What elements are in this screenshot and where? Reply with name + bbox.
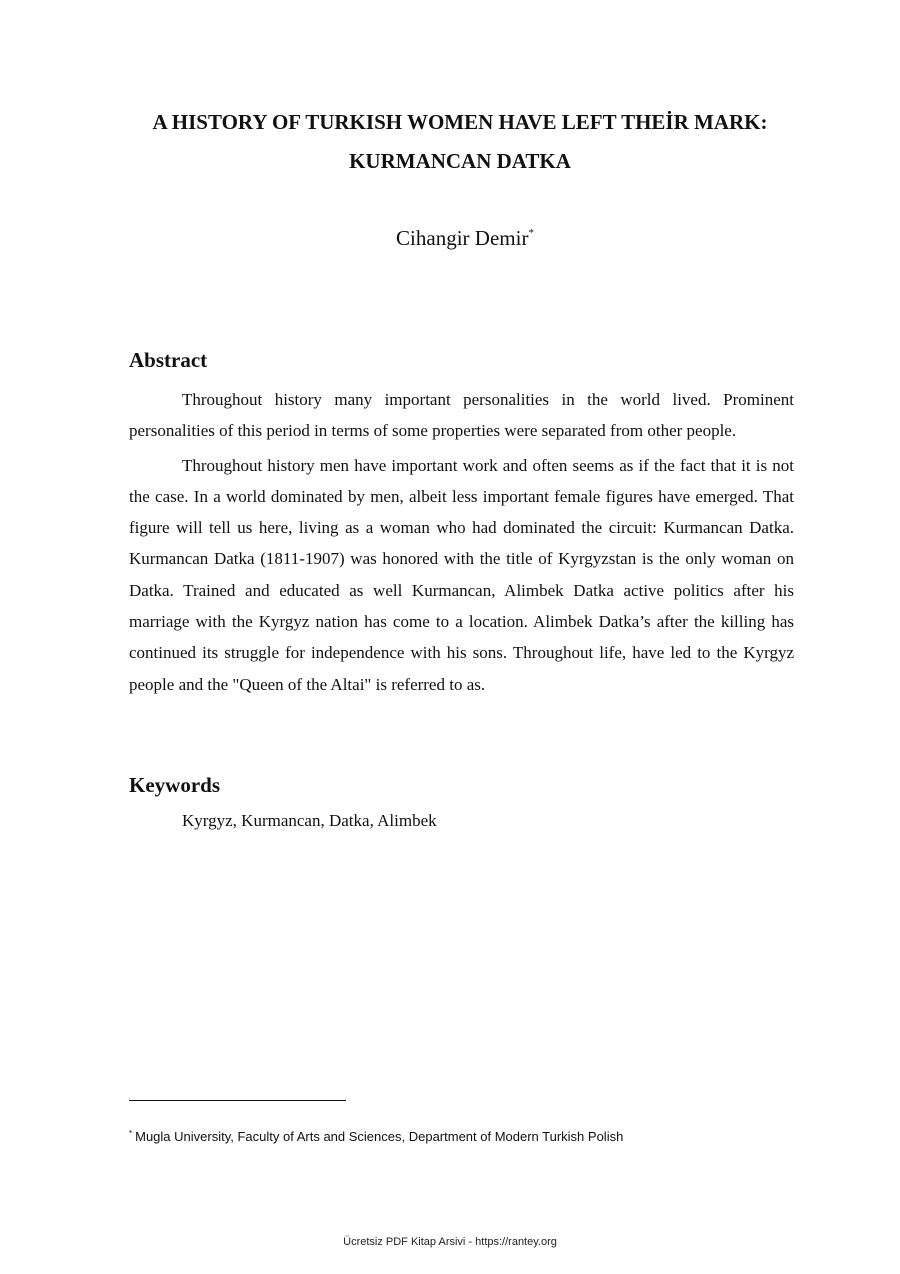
- author-name: Cihangir Demir: [396, 226, 529, 250]
- abstract-paragraph-2: Throughout history men have important work and often seems as if the fact that it is not the case. In a world dominated by men, albeit less important female figures have emerged. That figure will tell us here, living as a woman who had dominated the circuit: Kurmancan Datka. Kurmancan Datka (1811-1907) was honored with the title of Kyrgyzstan is the only woman on Datka. Trained and educated as well Kurmancan, Alimbek Datka active politics after his marriage with the Kyrgyz nation has come to a location. Alimbek Datka’s after the killing has continued its struggle for independence with his sons. Throughout life, have led to the Kyrgyz people and the "Queen of the Altai" is referred to as.: [129, 455, 794, 694]
- footnote-divider: [129, 1100, 346, 1101]
- author-line: [0, 226, 900, 251]
- keywords-list: Kyrgyz, Kurmancan, Datka, Alimbek: [182, 811, 437, 830]
- author-footnote-marker: *: [528, 227, 534, 239]
- title-line-2: KURMANCAN DATKA: [349, 149, 571, 173]
- footnote-marker: *: [129, 1129, 133, 1138]
- abstract-heading: Abstract: [129, 348, 208, 372]
- keywords-heading: Keywords: [129, 773, 220, 797]
- footnote-text: Mugla University, Faculty of Arts and Sciences, Department of Modern Turkish Polish: [135, 1129, 624, 1144]
- abstract-body: [129, 384, 794, 703]
- paper-title: [100, 103, 820, 181]
- page-footer: Ücretsiz PDF Kitap Arsivi - https://rantey.org: [343, 1236, 557, 1248]
- title-line-1: A HISTORY OF TURKISH WOMEN HAVE LEFT THEİR MARK:: [152, 110, 768, 134]
- footnote: [129, 1129, 623, 1144]
- abstract-paragraph-1: Throughout history many important personalities in the world lived. Prominent personalities of this period in terms of some properties were separated from other people.: [129, 390, 794, 441]
